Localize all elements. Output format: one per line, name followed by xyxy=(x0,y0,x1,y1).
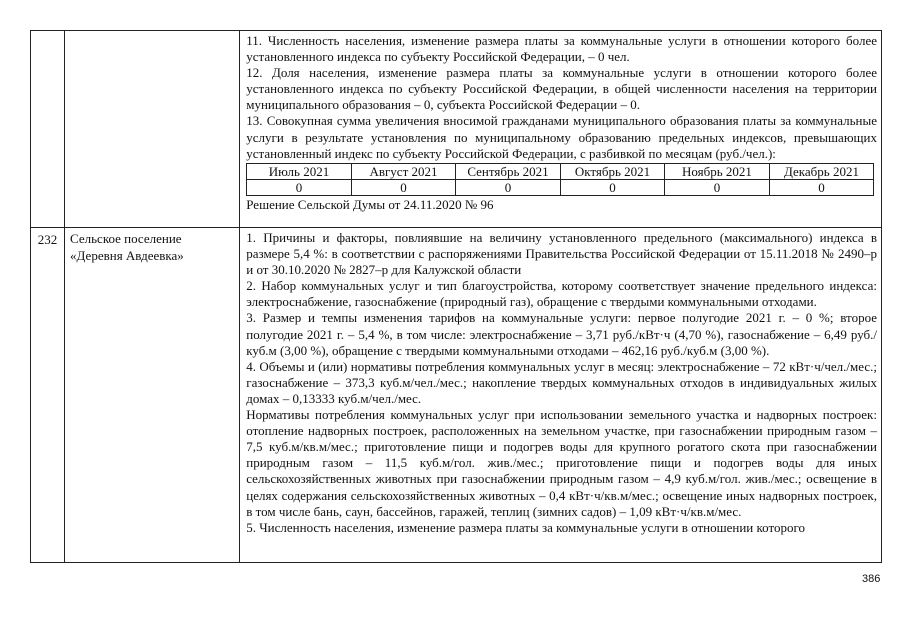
month-value: 0 xyxy=(456,179,561,195)
info-cell xyxy=(240,228,882,563)
month-value: 0 xyxy=(769,179,874,195)
paragraph: 2. Набор коммунальных услуг и тип благоустройства, которому соответствует значение предельного индекса: электроснабжение, газоснабжение (природный газ), обращение с твердыми коммунальными отходами. xyxy=(246,278,877,310)
settlement-cell xyxy=(65,31,240,228)
month-value: 0 xyxy=(665,179,770,195)
paragraph: 13. Совокупная сумма увеличения вносимой гражданами муниципального образования платы за коммунальные услуги в результате установления по муниципальному образованию предельных индексов, превышающих установленный индекс по субъекту Российской Федерации, с разбивкой по месяцам (руб./чел.): xyxy=(246,113,877,161)
info-cell xyxy=(240,31,882,228)
month-header: Октябрь 2021 xyxy=(560,163,665,179)
month-value: 0 xyxy=(351,179,456,195)
month-header: Сентябрь 2021 xyxy=(456,163,561,179)
table-row xyxy=(31,31,882,228)
document-page xyxy=(30,30,882,563)
paragraph: 12. Доля населения, изменение размера платы за коммунальные услуги в отношении которого более установленного индекса по субъекту Российской Федерации, в общей численности населения на территории муниципального образования – 0, субъекта Российской Федерации – 0. xyxy=(246,65,877,113)
paragraph: 11. Численность населения, изменение размера платы за коммунальные услуги в отношении которого более установленного индекса по субъекту Российской Федерации, – 0 чел. xyxy=(246,33,877,65)
row-number: 232 xyxy=(31,228,65,563)
decision-text: Решение Сельской Думы от 24.11.2020 № 96 xyxy=(246,196,494,212)
month-value: 0 xyxy=(247,179,352,195)
row-number-cell xyxy=(31,31,65,228)
month-header: Август 2021 xyxy=(351,163,456,179)
paragraph: 3. Размер и темпы изменения тарифов на коммунальные услуги: первое полугодие 2021 г. – 0 %; второе полугодие 2021 г. – 5,4 %, в том числе: электроснабжение – 3,71 руб./кВт·ч (4,70 %), газоснабжение – 6,49 руб./куб.м (3,00 %), обращение с твердыми коммунальными отходами – 462,16 руб./куб.м (3,00 %). xyxy=(246,310,877,358)
table-row xyxy=(31,228,882,563)
month-header: Июль 2021 xyxy=(247,163,352,179)
settlement-name-line: Сельское поселение xyxy=(70,231,182,246)
settlements-table xyxy=(30,30,882,563)
month-header: Ноябрь 2021 xyxy=(665,163,770,179)
settlement-name-cell xyxy=(65,228,240,563)
page-number: 386 xyxy=(862,573,881,585)
settlement-name-line: «Деревня Авдеевка» xyxy=(70,248,184,263)
table-value-row xyxy=(247,179,874,195)
paragraph: 5. Численность населения, изменение размера платы за коммунальные услуги в отношении которого xyxy=(246,519,805,535)
monthly-increase-table xyxy=(246,163,874,196)
table-header-row xyxy=(247,163,874,179)
month-header: Декабрь 2021 xyxy=(769,163,874,179)
paragraph: 1. Причины и факторы, повлиявшие на величину установленного предельного (максимального) индекса в размере 5,4 %: в соответствии с распоряжениями Правительства Российской Федерации от 15.11.2018 № 2490–р и от 30.10.2020 № 2827–р для Калужской области xyxy=(246,230,877,278)
paragraph: 4. Объемы и (или) нормативы потребления коммунальных услуг в месяц: электроснабжение – 72 кВт·ч/чел./мес.; газоснабжение – 373,3 куб.м/чел./мес.; накопление твердых коммунальных отходов в индивидуальных жилых домах – 0,13333 куб.м/чел./мес. xyxy=(246,358,877,406)
month-value: 0 xyxy=(560,179,665,195)
paragraph: Нормативы потребления коммунальных услуг при использовании земельного участка и надворных построек: отопление надворных построек, расположенных на земельном участке, при газоснабжении природным газом – 7,5 куб.м/кв.м/мес.; приготовление пищи и подогрев воды для крупного рогатого скота при газоснабжении природным газом – 11,5 куб.м/гол. жив./мес.; приготовление пищи и подогрев воды для иных сельскохозяйственных животных при газоснабжении природным газом – 4,9 куб.м/гол. жив./мес.; освещение в целях содержания сельскохозяйственных животных – 0,4 кВт·ч/кв.м/мес.; освещение иных надворных построек, в том числе бань, саун, бассейнов, гаражей, теплиц (зимних садов) – 1,09 кВт·ч/кв.м/мес. xyxy=(246,407,877,519)
